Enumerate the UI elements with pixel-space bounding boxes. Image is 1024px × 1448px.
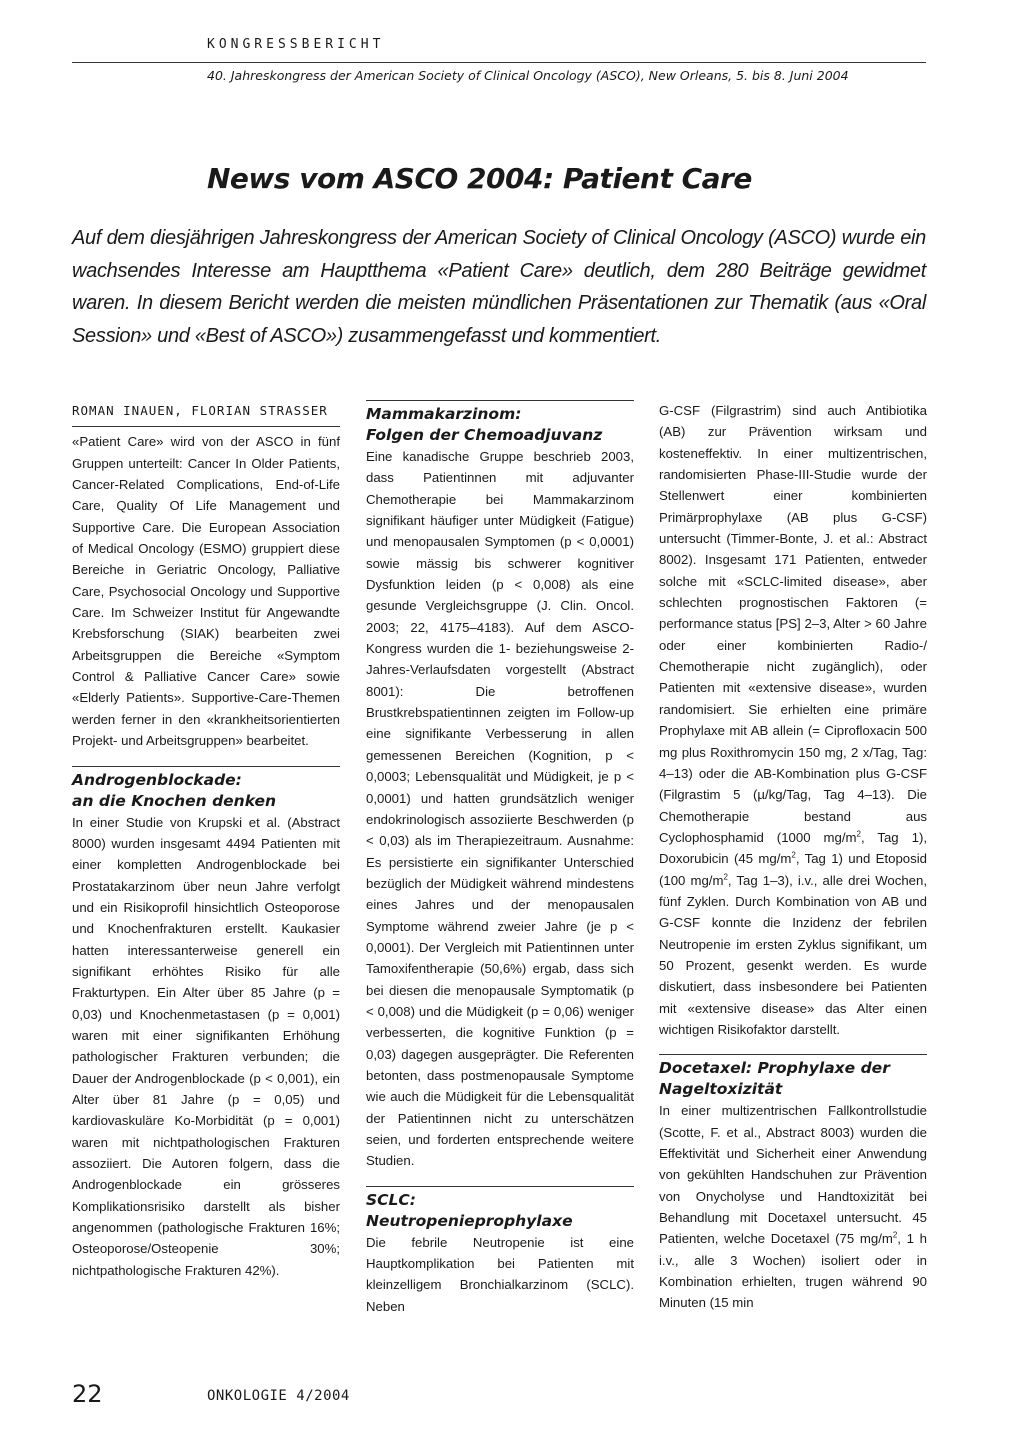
docetaxel-text-2: , 1 h i.v., alle 3 Wochen) isoliert oder in Kombination erhielten, trugen während 90 Minuten (15 min <box>659 1231 927 1311</box>
heading-line-2: Nageltoxizität <box>659 1080 783 1099</box>
heading-line-2: Folgen der Chemoadjuvanz <box>366 426 603 444</box>
section-text-sclc-continued <box>659 400 927 1040</box>
section-text-sclc: Die febrile Neutropenie ist eine Hauptkomplikation bei Patienten mit kleinzelligem Bronchialkarzinom (SCLC). Neben <box>366 1234 634 1314</box>
section-heading-mamma <box>366 400 634 446</box>
heading-line-2: Neutropenieprophylaxe <box>366 1211 573 1230</box>
docetaxel-text-1: In einer multizentrischen Fallkontrollstudie (Scotte, F. et al., Abstract 8003) wurden die Effektivität und Sicherheit einer Anwendung von gekühlten Handschuhen zur Prävention von Onycholyse und Handtoxizität bei Behandlung mit Docetaxel untersucht. 45 Patienten, welche Docetaxel (75 mg/m <box>659 1103 927 1247</box>
superscript-2: 2 <box>723 872 728 882</box>
sclc-cont-4: , Tag 1–3), i.v., alle drei Wochen, fünf Zyklen. Durch Kombination von AB und G-CSF konnte die Inzidenz der febrilen Neutropenie im ersten Zyklus signifikant, um 50 Prozent, gesenkt werden. Es wurde diskutiert, dass insbesondere bei Patienten mit «extensive disease» das Alter einen wichtigen Risikofaktor darstellt. <box>659 872 927 1037</box>
section-text-mamma: Eine kanadische Gruppe beschrieb 2003, dass Patientinnen mit adjuvanter Chemotherapie bei Mammakarzinom signifikant häufiger unter Müdigkeit (Fatigue) und menopausalen Symptomen (p < 0,0001) sowie mässig bis schwerer kognitiver Dysfunktion leiden (p < 0,008) als eine gesunde Vergleichsgruppe (J. Clin. Oncol. 2003; 22, 4175–4183). Auf dem ASCO-Kongress wurden die 1- beziehungsweise 2-Jahres-Verlaufsdaten vorgestellt (Abstract 8001): Die betroffenen Brustkrebspatientinnen zeigten im Follow-up eine signifikante Verbesserung in allen gemessenen Bereichen (Kognition, p < 0,0003; Lebensqualität und Müdigkeit, je p < 0,0001) und hatten grundsätzlich weniger endokrinologisch assoziierte Beschwerden (p < 0,03) als im Therapiezeitraum. Ausnahme: Es persistierte ein signifikanter Unterschied bezüglich der Müdigkeit während mindestens eines Jahres und der menopausalen Symptome während zweier Jahre (je p < 0,0001). Der Vergleich mit Patientinnen unter Tamoxifentherapie (50,6%) ergab, dass sich bei diesen die menopausale Symptomatik (p < 0,008) und die Müdigkeit (p = 0,06) weniger verbesserten, die kognitive Funktion (p = 0,03) dagegen ausgeprägter. Die Referenten betonten, dass postmenopausale Symptome wie auch die Müdigkeit für die Lebensqualität der Patientinnen nicht zu unterschätzen seien, und forderten entsprechende weitere Studien. <box>366 449 634 1169</box>
article-lead: Auf dem diesjährigen Jahreskongress der American Society of Clinical Oncology (ASCO) wurde ein wachsendes Interesse am Hauptthema «Patient Care» deutlich, dem 280 Beiträge gewidmet waren. In diesem Bericht werden die meisten mündlichen Präsentationen zur Thematik (aus «Oral Session» und «Best of ASCO») zusammengefasst und kommentiert. <box>72 227 926 347</box>
sclc-cont-3: , Tag 1) und Etoposid (100 mg/m <box>659 851 927 888</box>
journal-issue: ONKOLOGIE 4/2004 <box>207 1388 350 1404</box>
column-1 <box>72 400 340 1281</box>
heading-line-1: SCLC: <box>366 1190 416 1209</box>
heading-line-2: an die Knochen denken <box>72 791 277 810</box>
section-heading-docetaxel <box>659 1054 927 1100</box>
superscript-2: 2 <box>892 1230 898 1240</box>
intro-paragraph: «Patient Care» wird von der ASCO in fünf Gruppen unterteilt: Cancer In Older Patients, Cancer-Related Complications, End-of-Life Care, Quality Of Life Management und Supportive Care. Die European Association of Medical Oncology (ESMO) gruppiert diese Bereiche in Geriatric Oncology, Palliative Care, Psychosocial Oncology und Supportive Care. Im Schweizer Institut für Angewandte Krebsforschung (SIAK) bearbeiten zwei Arbeitsgruppen die Bereiche «Symptom Control & Palliative Cancer Care» sowie «Elderly Patients». Supportive-Care-Themen werden ferner in den «krankheitsorientierten Projekt- und Arbeitsgruppen» bearbeitet. <box>72 434 340 749</box>
section-text-docetaxel <box>659 1100 927 1313</box>
section-heading-androgen <box>72 766 340 812</box>
heading-line-1: Mammakarzinom: <box>366 405 522 423</box>
section-label: KONGRESSBERICHT <box>207 37 385 52</box>
superscript-2: 2 <box>791 850 796 860</box>
header-rule <box>72 62 926 63</box>
section-heading-sclc <box>366 1186 634 1232</box>
heading-line-1: Docetaxel: Prophylaxe der <box>659 1059 890 1078</box>
column-3 <box>659 400 927 1314</box>
superscript-2: 2 <box>856 829 861 839</box>
congress-line: 40. Jahreskongress der American Society of Clinical Oncology (ASCO), New Orleans, 5. bis 8. Juni 2004 <box>207 68 849 83</box>
author-line: ROMAN INAUEN, FLORIAN STRASSER <box>72 400 340 427</box>
sclc-cont-2: , Tag 1), Doxorubicin (45 mg/m <box>659 829 927 867</box>
column-2 <box>366 400 634 1317</box>
article-title: News vom ASCO 2004: Patient Care <box>207 162 752 195</box>
section-text-androgen: In einer Studie von Krupski et al. (Abstract 8000) wurden insgesamt 4494 Patienten mit einer kompletten Androgenblockade bei Prostatakarzinom über neun Jahre verfolgt und ein Risikoprofil hinsichtlich Osteoporose und Knochenfrakturen erstellt. Kaukasier hatten interessanterweise generell ein signifikant erhöhtes Risiko für alle Frakturtypen. Ein Alter über 85 Jahre (p = 0,03) und Knochenmetastasen (p = 0,001) waren mit einer signifikanten Erhöhung pathologischer Frakturen verbunden; die Dauer der Androgenblockade (p < 0,001), ein Alter über 81 Jahre (p = 0,05) und kardiovaskuläre Ko-Morbidität (p = 0,001) waren mit nichtpathologischen Frakturen assoziiert. Die Autoren folgern, dass die Androgenblockade ein grösseres Komplikationsrisiko darstellt als bisher angenommen (pathologische Frakturen 16%; Osteoporose/Osteopenie 30%; nichtpathologische Frakturen 42%). <box>72 814 340 1278</box>
sclc-cont-1: G-CSF (Filgrastrim) sind auch Antibiotika (AB) zur Prävention wirksam und kosteneffektiv. In einer multizentrischen, randomisierten Phase-III-Studie wurde der Stellenwert einer kombinierten Primärprophylaxe (AB plus G-CSF) untersucht (Timmer-Bonte, J. et al.: Abstract 8002). Insgesamt 171 Patienten, entweder solche mit «SCLC-limited disease», aber schlechten prognostischen Faktoren (= performance status [PS] 2–3, Alter > 60 Jahre oder einer kombinierten Radio-/ Chemotherapie nicht zugänglich), oder Patienten mit «extensive disease», wurden randomisiert. Sie erhielten eine primäre Prophylaxe mit AB allein (= Ciprofloxacin 500 mg plus Roxithromycin 150 mg, 2 x/Tag, Tag: 4–13) oder die AB-Kombination plus G-CSF (Filgrastim 5 (µ/kg/Tag, Tag 4–13). Die Chemotherapie bestand aus Cyclophosphamid (1000 mg/m <box>659 403 927 845</box>
heading-line-1: Androgenblockade: <box>72 770 242 789</box>
page-number: 22 <box>72 1380 103 1408</box>
